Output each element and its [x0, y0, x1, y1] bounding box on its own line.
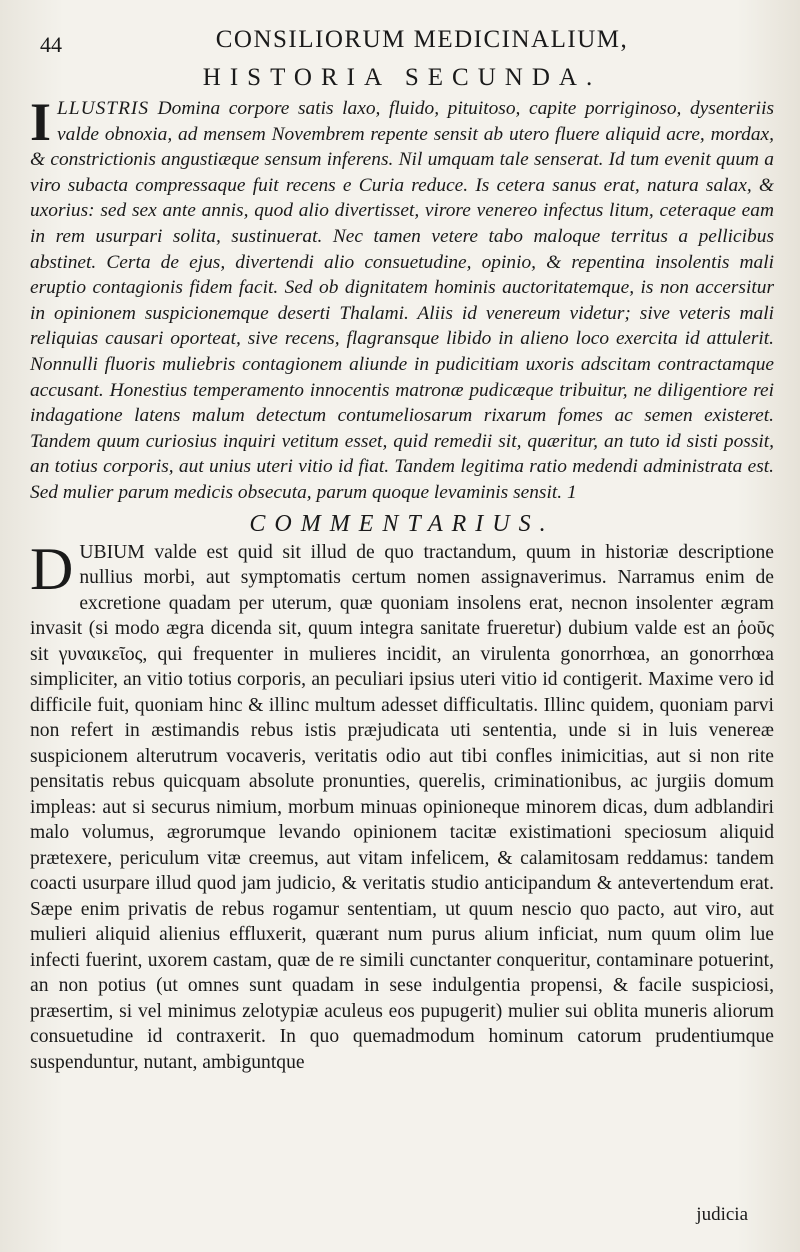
commentary-text: valde est quid sit illud de quo tractandum, quum in historiæ descriptione nullius morbi, aut symptomatis certum nomen assignaverimus. Narramus enim de excretione quadam per uterum, quæ quoniam insolens erat, necnon insolenter ægram invasit (si modo ægra dicenda sit, quum integra sanitate frueretur) dubium valde est an ῥοῦς sit γυναικεῖος, qui frequenter in mulieres incidit, an virulenta gonorrhœa, an gonorrhœa simpliciter, an vitio totius corporis, an peculiari ipsius uteri vitio id contigerit. Maxime vero id difficile fuit, quoniam hinc & illinc multum adesset difficultatis. Illinc quidem, quoniam parvi non refert in æstimandis rebus istis præjudicata uti sententia, unde si in luis venereæ suspicionem alterutrum vocaveris, veritatis odio aut tibi confles inimicitias, aut si non rite pensitatis rebus quicquam absolute pronunties, querelis, criminationibus, ac jurgiis domum impleas: aut si securus nimium, morbum minuas opinioneque minorem dicas, dum adblandiri malo volumus, ægrorumque levando opinionem tacitæ existimationi speciosum aliquid prætexere, periculum vitæ creemus, aut vitam infelicem, & calamitosam reddamus: tandem coacti usurpare illud quod jam judicio, & veritatis studio anticipandum & antevertendum erat. Sæpe enim privatis de rebus rogamur sententiam, ut quum nescio quo pacto, aut viro, aut mulieri aliquid alienius effluxerit, quærant num purus alium inficiat, num quum olim lue infecti fuerint, uxorem castam, quæ de re simili cunctanter conqueritur, contaminare potuerint, an non potius (ut omnes sunt quadam in sese indulgentia propensi, & facile suspiciosi, præsertim, si vel minimus zelotypiæ aculeus eos pupugerit) mulier sui oblita muneris aliorum consuetudine id contraxerit. In quo quemadmodum hominum catorum prudentiumque suspenduntur, nutant, ambiguntque: [30, 541, 774, 1073]
history-text: Domina corpore satis laxo, fluido, pituitoso, capite porriginoso, dysenteriis valde obnoxia, ad mensem Novembrem repente sensit ab utero fluere aliquid acre, mordax, & constrictionis angustiæque sensum inferens. Nil umquam tale senserat. Id tum evenit quum a viro subacta compressaque fuit recens e Curia reduce. Is cetera sanus erat, natura salax, & uxorius: sed sex ante annis, quod alio divertisset, virore venereo infectus litum, ceteraque eam in rem usurpari solita, sustinuerat. Nec tamen vetere tabo maloque territus a pellicibus abstinet. Certa de ejus, divertendi alio consuetudine, opinio, & repentina insolentis mali eruptio contagionis fidem facit. Sed ob dignitatem hominis auctoritatemque, is non accersitur in opinionem suspicionemque deserti Thalami. Aliis id venereum videtur; sive veteris mali reliquias causari oporteat, sive recens, flagransque libido in alieno loco exercita id attulerit. Nonnulli fluoris muliebris contagionem aliunde in pudicitiam uxoris adscitam contractamque accusant. Honestius temperamento innocentis matronæ pudicæque tribuitur, ne diligentiore rei indagatione latens malum detectum contumeliosarum rixarum fomes ac semen existeret. Tandem quum curiosius inquiri vetitum esset, quid remedii sit, quæritur, an tuto id sisti possit, an totius corporis, aut unius uteri vitio id fiat. Tandem legitima ratio medendi administrata est. Sed mulier parum medicis obsecuta, parum quoque levaminis sensit. 1: [30, 98, 774, 503]
drop-cap-initial-d: D: [30, 535, 74, 602]
page-header: [30, 18, 774, 62]
section-title: HISTORIA SECUNDA.: [202, 64, 602, 91]
running-head: CONSILIORUM MEDICINALIUM,: [215, 26, 629, 53]
commentary-title: COMMENTARIUS.: [249, 510, 555, 537]
catchword: judicia: [696, 1204, 748, 1225]
history-first-word: LLUSTRIS: [57, 98, 150, 119]
history-paragraph: [30, 92, 774, 506]
commentary-first-word: UBIUM: [79, 541, 145, 563]
commentary-paragraph: [30, 535, 774, 1076]
page-number: 44: [40, 32, 62, 57]
drop-cap-initial: I: [30, 92, 52, 152]
